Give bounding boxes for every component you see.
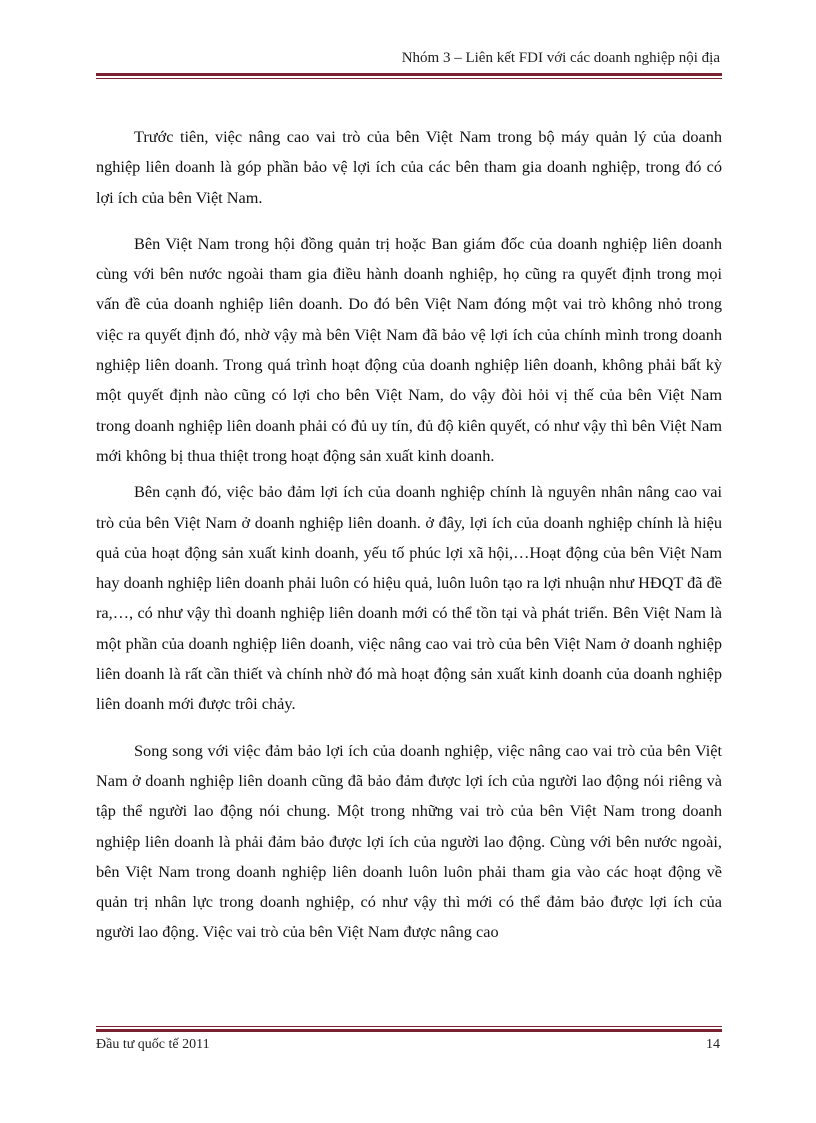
header-rule-thin (96, 78, 722, 79)
paragraph-2: Bên Việt Nam trong hội đồng quản trị hoặc Ban giám đốc của doanh nghiệp liên doanh cùng với bên nước ngoài tham gia điều hành doanh nghiệp, họ cũng ra quyết định trong mọi vấn đề của doanh nghiệp liên doanh. Do đó bên Việt Nam đóng một vai trò không nhỏ trong việc ra quyết định đó, nhờ vậy mà bên Việt Nam đã bảo vệ lợi ích của chính mình trong doanh nghiệp liên doanh. Trong quá trình hoạt động của doanh nghiệp liên doanh, không phải bất kỳ một quyết định nào cũng có lợi cho bên Việt Nam, do vậy đòi hỏi vị thế của bên Việt Nam trong doanh nghiệp liên doanh phải có đủ uy tín, đủ độ kiên quyết, có như vậy thì bên Việt Nam mới không bị thua thiệt trong hoạt động sản xuất kinh doanh. (96, 233, 722, 465)
paragraph-1: Trước tiên, việc nâng cao vai trò của bên Việt Nam trong bộ máy quản lý của doanh nghiệp liên doanh là góp phần bảo vệ lợi ích của các bên tham gia doanh nghiệp, trong đó có lợi ích của bên Việt Nam. (96, 127, 722, 207)
page-header-title: Nhóm 3 – Liên kết FDI với các doanh nghiệp nội địa (401, 50, 720, 66)
page-number: 14 (706, 1037, 720, 1052)
footer-rule-thin (96, 1026, 722, 1027)
footer-course-label: Đầu tư quốc tế 2011 (96, 1037, 210, 1052)
paragraph-4: Song song với việc đảm bảo lợi ích của doanh nghiệp, việc nâng cao vai trò của bên Việt Nam ở doanh nghiệp liên doanh cũng đã bảo đảm được lợi ích của người lao động nói riêng và tập thể người lao động nói chung. Một trong những vai trò của bên Việt Nam trong doanh nghiệp liên doanh là phải đảm bảo được lợi ích của người lao động. Cùng với bên nước ngoài, bên Việt Nam trong doanh nghiệp liên doanh luôn luôn phải tham gia vào các hoạt động về quản trị nhân lực trong doanh nghiệp, có như vậy thì mới có thể đảm bảo được lợi ích của người lao động. Việc vai trò của bên Việt Nam được nâng cao (96, 740, 722, 942)
header-rule-thick (96, 73, 722, 76)
footer-rule-thick (96, 1029, 722, 1032)
document-body (96, 122, 722, 948)
paragraph-3: Bên cạnh đó, việc bảo đảm lợi ích của doanh nghiệp chính là nguyên nhân nâng cao vai trò của bên Việt Nam ở doanh nghiệp liên doanh. ở đây, lợi ích của doanh nghiệp chính là hiệu quả của hoạt động sản xuất kinh doanh, yếu tố phúc lợi xã hội,…Hoạt động của bên Việt Nam hay doanh nghiệp liên doanh phải luôn có hiệu quả, luôn luôn tạo ra lợi nhuận như HĐQT đã đề ra,…, có như vậy thì doanh nghiệp liên doanh mới có thể tồn tại và phát triển. Bên Việt Nam là một phần của doanh nghiệp liên doanh, việc nâng cao vai trò của bên Việt Nam ở doanh nghiệp liên doanh là rất cần thiết và chính nhờ đó mà hoạt động sản xuất kinh doanh của doanh nghiệp liên doanh mới được trôi chảy. (96, 482, 722, 714)
